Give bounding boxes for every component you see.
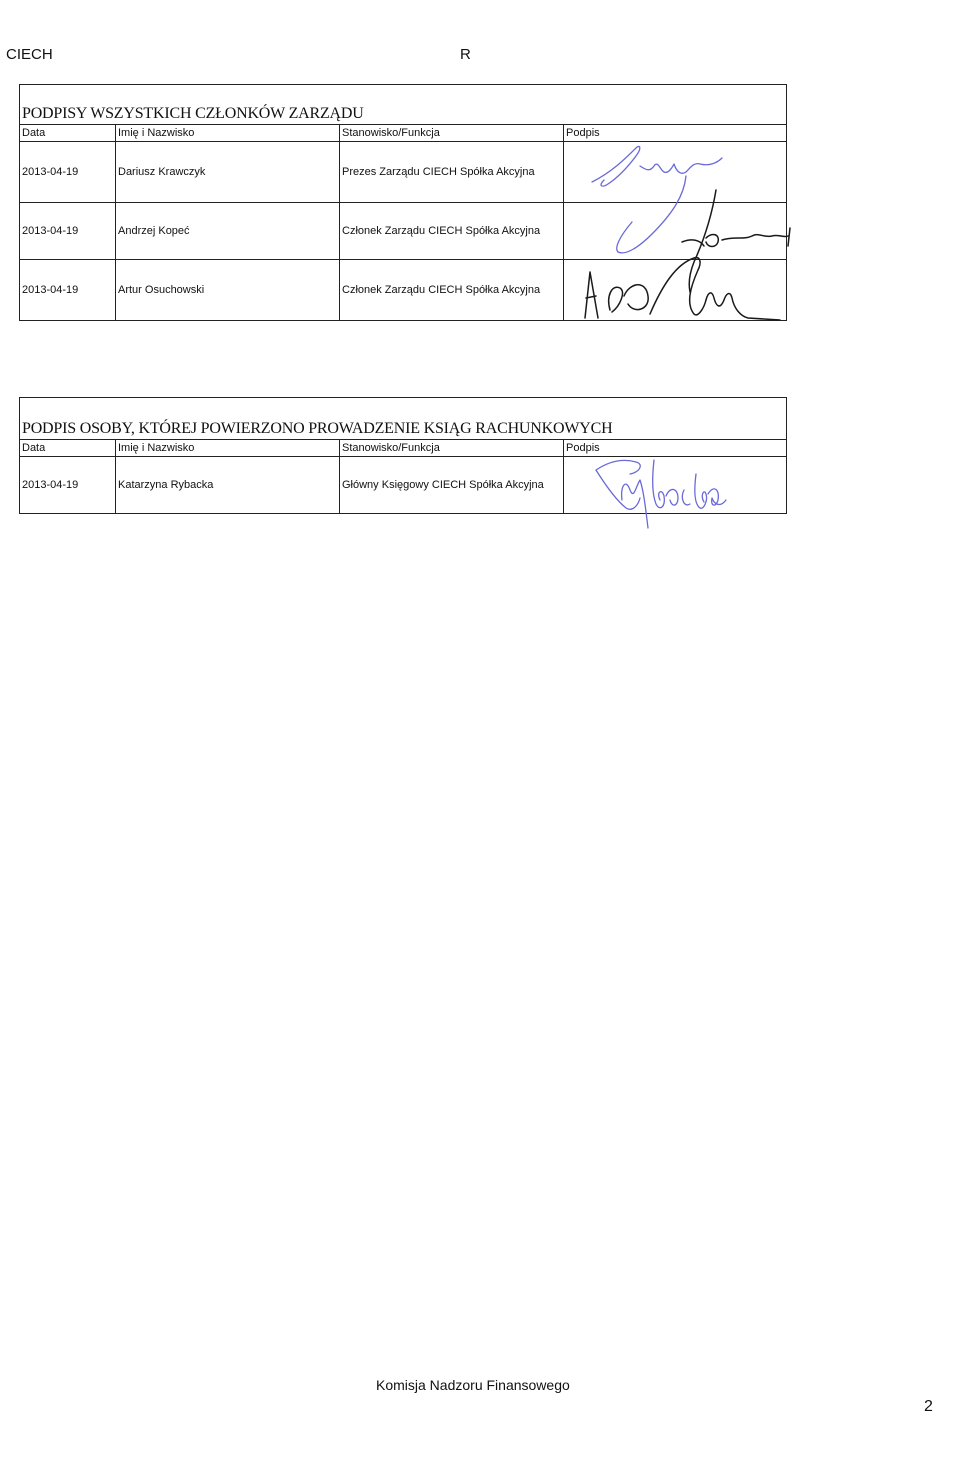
column-header-date: Data: [20, 440, 116, 457]
column-header-position: Stanowisko/Funkcja: [340, 125, 564, 142]
row-position: Członek Zarządu CIECH Spółka Akcyjna: [340, 203, 564, 260]
board-signatures-table: [19, 84, 787, 321]
table-row: [20, 203, 787, 260]
row-date: 2013-04-19: [20, 260, 116, 321]
company-name: CIECH: [6, 46, 53, 63]
column-header-signature: Podpis: [564, 125, 787, 142]
row-name: Andrzej Kopeć: [116, 203, 340, 260]
signature-cell: [564, 203, 787, 260]
column-header-name: Imię i Nazwisko: [116, 440, 340, 457]
report-mark: R: [460, 46, 471, 63]
signature-cell: [564, 457, 787, 514]
accounting-signature-table: [19, 397, 787, 514]
table-row: [20, 260, 787, 321]
signature-cell: [564, 142, 787, 203]
row-position: Prezes Zarządu CIECH Spółka Akcyjna: [340, 142, 564, 203]
signature-cell: [564, 260, 787, 321]
row-position: Członek Zarządu CIECH Spółka Akcyjna: [340, 260, 564, 321]
table-row: [20, 457, 787, 514]
row-position: Główny Księgowy CIECH Spółka Akcyjna: [340, 457, 564, 514]
page-number: 2: [924, 1398, 933, 1415]
board-signatures-title: PODPISY WSZYSTKICH CZŁONKÓW ZARZĄDU: [20, 85, 787, 125]
column-header-name: Imię i Nazwisko: [116, 125, 340, 142]
accounting-signature-title: PODPIS OSOBY, KTÓREJ POWIERZONO PROWADZENIE KSIĄG RACHUNKOWYCH: [20, 398, 787, 440]
footer-authority: Komisja Nadzoru Finansowego: [376, 1377, 570, 1393]
row-name: Artur Osuchowski: [116, 260, 340, 321]
column-header-signature: Podpis: [564, 440, 787, 457]
row-date: 2013-04-19: [20, 142, 116, 203]
row-name: Katarzyna Rybacka: [116, 457, 340, 514]
row-name: Dariusz Krawczyk: [116, 142, 340, 203]
column-header-position: Stanowisko/Funkcja: [340, 440, 564, 457]
table-row: [20, 142, 787, 203]
row-date: 2013-04-19: [20, 457, 116, 514]
column-header-date: Data: [20, 125, 116, 142]
row-date: 2013-04-19: [20, 203, 116, 260]
